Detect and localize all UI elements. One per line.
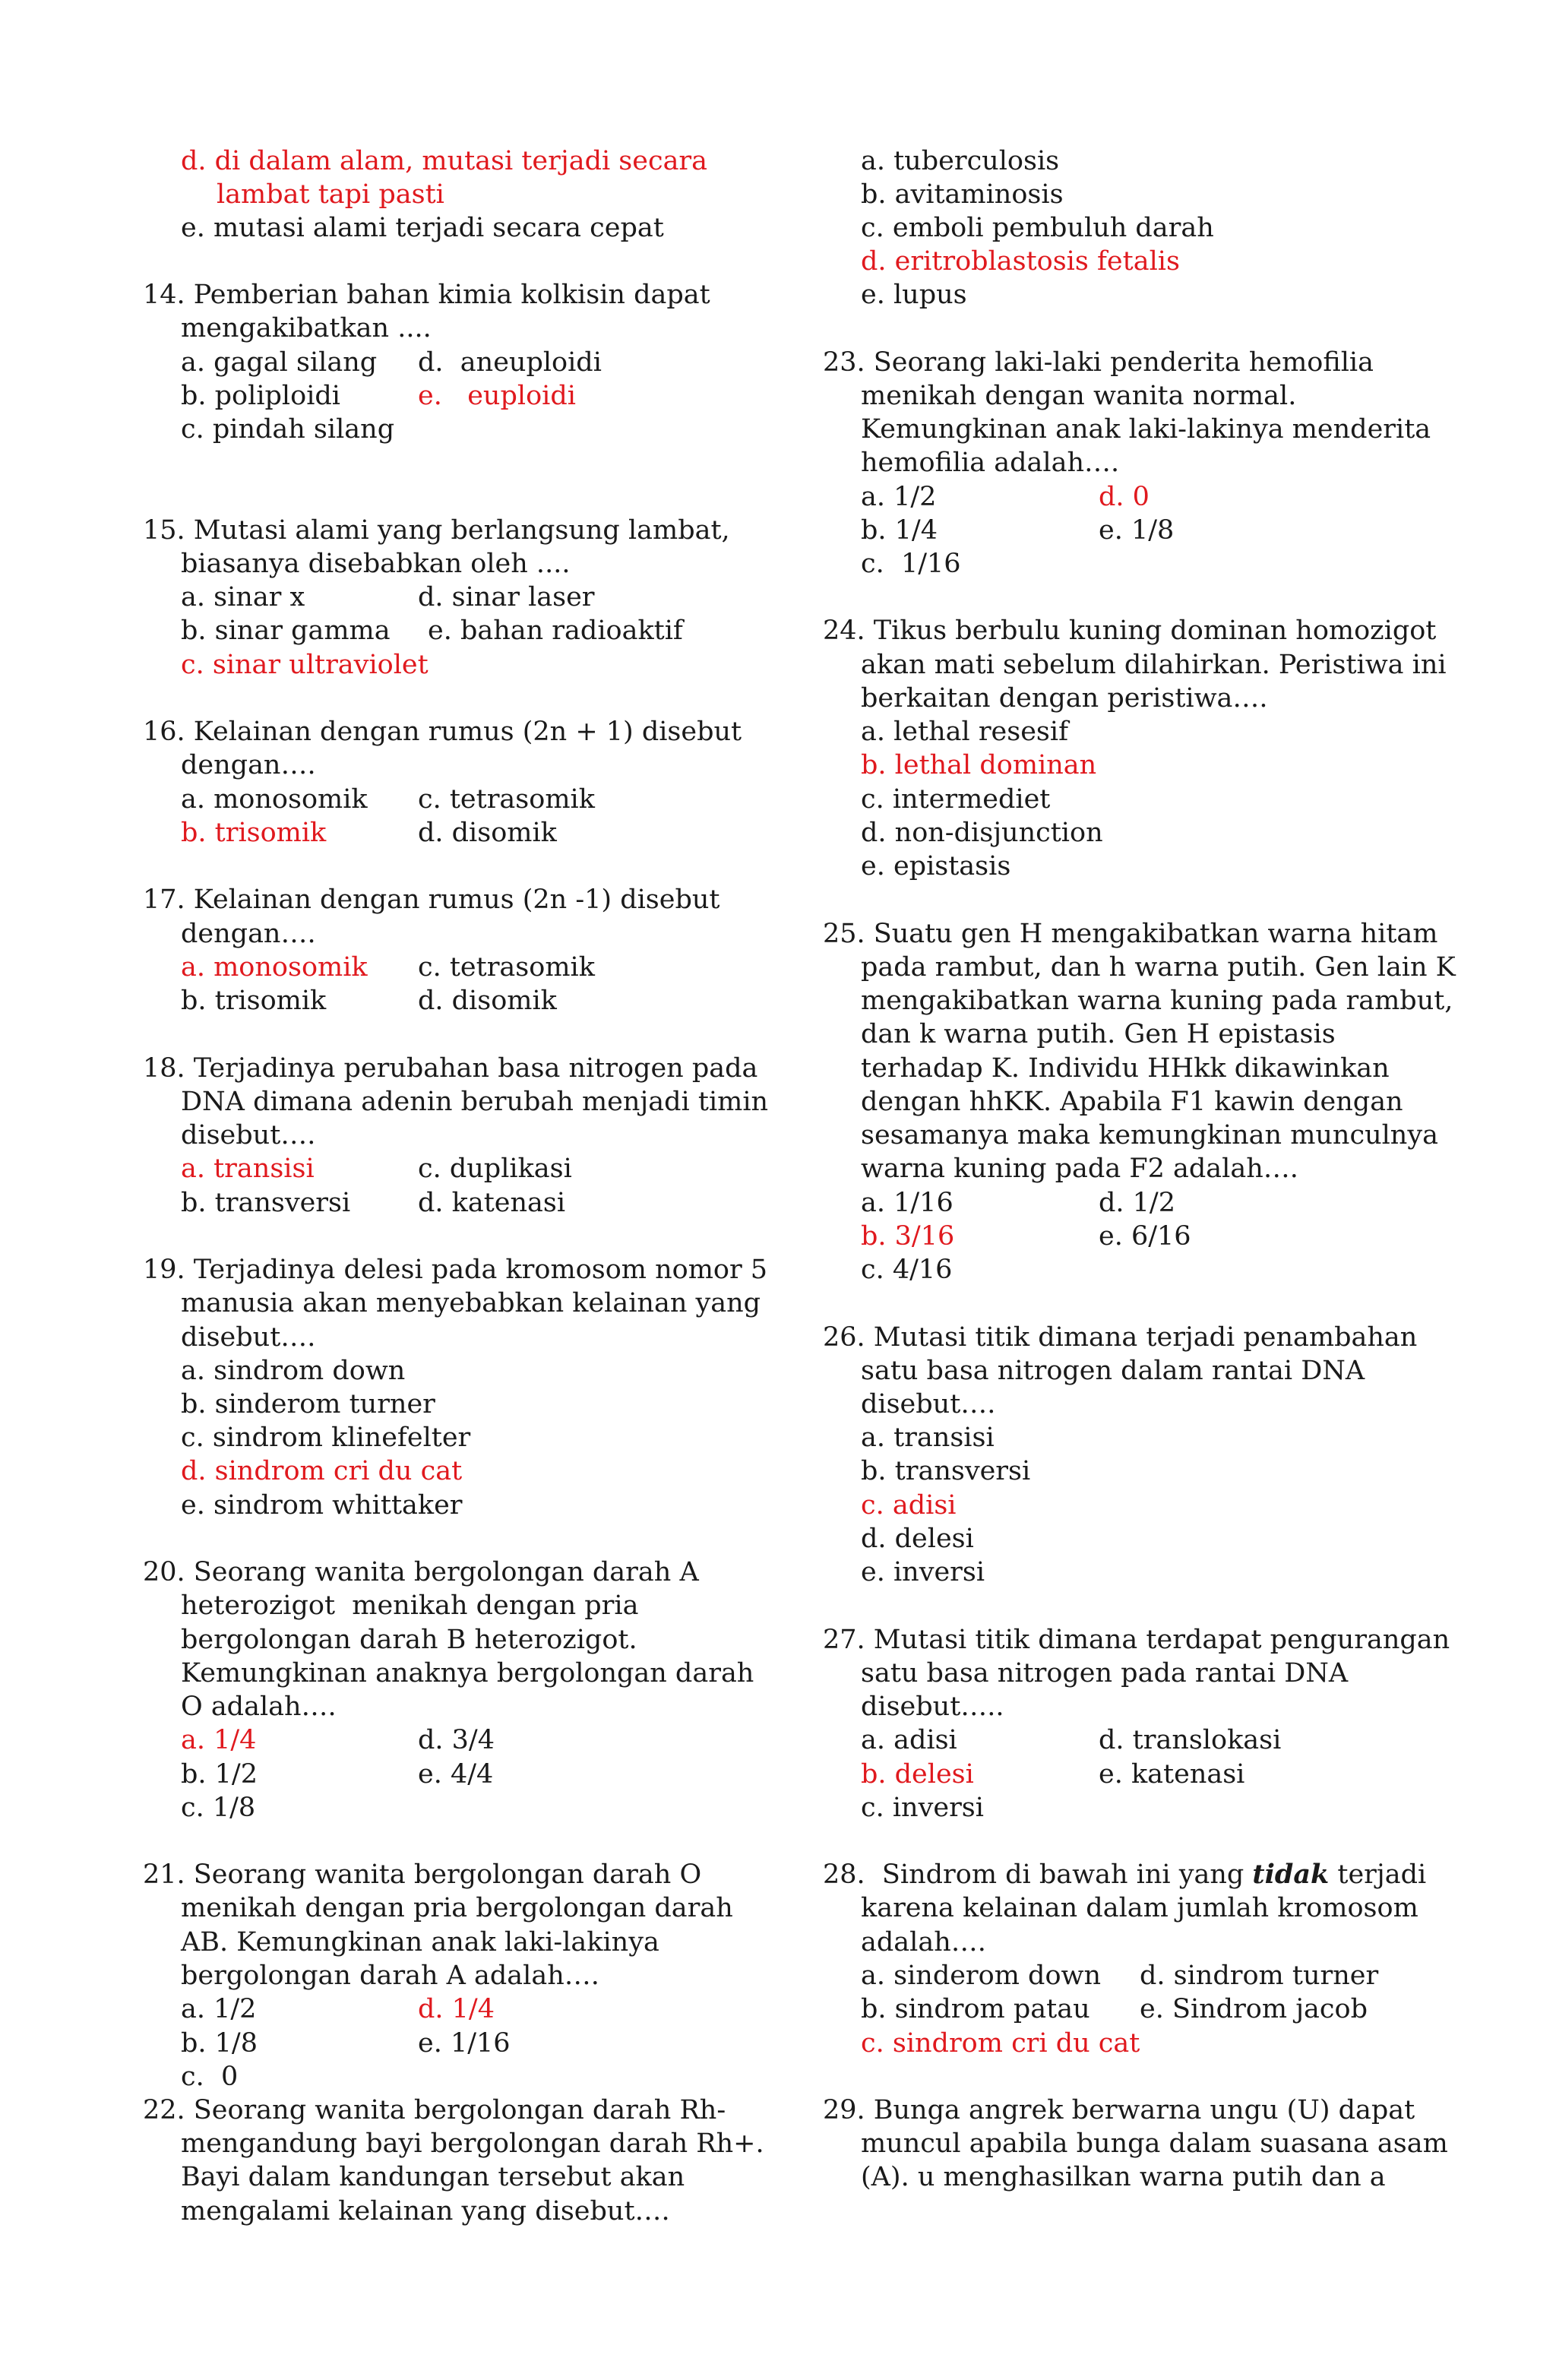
question-text-line: d. disomik (418, 818, 557, 848)
question-text-line: 26. Mutasi titik dimana terjadi penambahan (823, 1322, 1418, 1353)
answer-key-line: a. transisi (181, 1154, 315, 1184)
question-text-line: c. 4/16 (861, 1255, 953, 1285)
question-text-line: c. emboli pembuluh darah (861, 213, 1214, 243)
question-text-line: 21. Seorang wanita bergolongan darah O (143, 1859, 702, 1890)
question-text-line: 14. Pemberian bahan kimia kolkisin dapat (143, 280, 710, 310)
question-text-line: muncul apabila bunga dalam suasana asam (861, 2128, 1448, 2159)
question-text-line: d. katenasi (418, 1188, 566, 1218)
question-text-line: akan mati sebelum dilahirkan. Peristiwa ini (861, 650, 1447, 680)
question-text-line: d. sindrom turner (1140, 1961, 1379, 1991)
question-text-line: e. 1/16 (418, 2028, 511, 2059)
question-text-line: a. gagal silang (181, 347, 378, 378)
question-text-line: dan k warna putih. Gen H epistasis (861, 1019, 1336, 1049)
question-text-line: disebut…. (181, 1322, 316, 1353)
question-text-line: c. duplikasi (418, 1154, 572, 1184)
question-text-line: b. sindrom patau (861, 1994, 1090, 2024)
question-text-line: b. 1/2 (181, 1759, 258, 1790)
question-text-line: 23. Seorang laki-laki penderita hemofilia (823, 347, 1374, 378)
question-text-line: menikah dengan pria bergolongan darah (181, 1893, 733, 1923)
question-text-line: a. tuberculosis (861, 146, 1060, 176)
question-text: 28. Sindrom di bawah ini yang (823, 1859, 1253, 1890)
question-text-line: 18. Terjadinya perubahan basa nitrogen pada (143, 1053, 758, 1084)
question-text-line: b. sinar gamma (181, 616, 391, 646)
question-text-line: e. katenasi (1099, 1759, 1245, 1790)
question-text-line: d. aneuploidi (418, 347, 602, 378)
question-text-line: 19. Terjadinya delesi pada kromosom nomor 5 (143, 1255, 768, 1285)
question-text-line: heterozigot menikah dengan pria (181, 1590, 639, 1621)
question-text-line: e. 4/4 (418, 1759, 494, 1790)
question-text-line: e. bahan radioaktif (428, 616, 683, 646)
question-text-line: e. mutasi alami terjadi secara cepat (181, 213, 664, 243)
question-text-line: mengakibatkan warna kuning pada rambut, (861, 986, 1453, 1016)
question-text-line: dengan…. (181, 919, 316, 949)
question-text-line (823, 1858, 1426, 1891)
question-text-line: c. 1/8 (181, 1793, 256, 1823)
question-text-line: mengandung bayi bergolongan darah Rh+. (181, 2128, 764, 2159)
question-text-line: b. 1/8 (181, 2028, 258, 2059)
answer-key-line: b. trisomik (181, 818, 327, 848)
question-text-line: e. Sindrom jacob (1140, 1994, 1368, 2024)
question-text-line: 25. Suatu gen H mengakibatkan warna hitam (823, 919, 1438, 949)
answer-key-line: d. di dalam alam, mutasi terjadi secara (181, 146, 708, 176)
question-text-line: a. transisi (861, 1423, 995, 1453)
question-text-line: e. 6/16 (1099, 1221, 1191, 1252)
answer-key-line: c. adisi (861, 1490, 957, 1521)
answer-key-line: d. eritroblastosis fetalis (861, 246, 1180, 277)
question-text-line: c. 0 (181, 2062, 239, 2092)
question-text-line: 17. Kelainan dengan rumus (2n -1) disebut (143, 885, 720, 915)
question-text-line: disebut….. (861, 1692, 1004, 1722)
question-text-line: e. inversi (861, 1557, 985, 1587)
question-text-line: manusia akan menyebabkan kelainan yang (181, 1288, 761, 1318)
question-text-line: 16. Kelainan dengan rumus (2n + 1) disebut (143, 717, 742, 747)
question-text-line: dengan hhKK. Apabila F1 kawin dengan (861, 1087, 1403, 1117)
answer-key-line: b. lethal dominan (861, 750, 1097, 780)
question-text-line: 15. Mutasi alami yang berlangsung lambat, (143, 515, 730, 546)
question-text-line: DNA dimana adenin berubah menjadi timin (181, 1087, 769, 1117)
answer-key-line: d. 1/4 (418, 1994, 495, 2024)
question-text-line: c. intermediet (861, 784, 1051, 815)
question-text-line: berkaitan dengan peristiwa…. (861, 683, 1268, 714)
question-text-line: c. pindah silang (181, 414, 395, 445)
question-text-line: e. epistasis (861, 851, 1011, 881)
question-text-line: b. sinderom turner (181, 1389, 435, 1419)
question-text-line: pada rambut, dan h warna putih. Gen lain K (861, 952, 1456, 983)
question-text-line: O adalah…. (181, 1692, 337, 1722)
question-text-line: b. transversi (181, 1188, 351, 1218)
question-text-line: d. 3/4 (418, 1725, 495, 1755)
question-text-line: b. transversi (861, 1456, 1031, 1486)
question-text-line: b. 1/4 (861, 515, 938, 546)
question-text-line: d. disomik (418, 986, 557, 1016)
question-text-line: c. inversi (861, 1793, 984, 1823)
question-text-line: d. non-disjunction (861, 818, 1103, 848)
question-text-line: dengan…. (181, 750, 316, 780)
question-text-line: d. sinar laser (418, 582, 595, 612)
question-text-line: menikah dengan wanita normal. (861, 381, 1297, 411)
answer-key-line: c. sinar ultraviolet (181, 650, 429, 680)
question-text-line: bergolongan darah A adalah…. (181, 1961, 599, 1991)
question-text-line: satu basa nitrogen dalam rantai DNA (861, 1356, 1365, 1386)
question-text-line: (A). u menghasilkan warna putih dan a (861, 2162, 1386, 2192)
answer-key-line: e. euploidi (418, 381, 576, 411)
question-text-line: b. poliploidi (181, 381, 340, 411)
question-text-line: mengalami kelainan yang disebut…. (181, 2196, 670, 2227)
answer-key-line: lambat tapi pasti (217, 179, 444, 210)
question-text-line: d. 1/2 (1099, 1188, 1175, 1218)
question-text-line: d. delesi (861, 1524, 974, 1554)
answer-key-line: a. 1/4 (181, 1725, 257, 1755)
question-text-line: karena kelainan dalam jumlah kromosom (861, 1893, 1418, 1923)
question-text-line: 20. Seorang wanita bergolongan darah A (143, 1557, 699, 1587)
question-text-line: disebut…. (861, 1389, 996, 1419)
question-text-line: bergolongan darah B heterozigot. (181, 1625, 637, 1655)
question-text-line: a. 1/2 (861, 482, 937, 512)
question-text-line: a. sinderom down (861, 1961, 1102, 1991)
question-text-line: e. 1/8 (1099, 515, 1175, 546)
question-text-line: c. sindrom klinefelter (181, 1423, 471, 1453)
question-text-line: 29. Bunga angrek berwarna ungu (U) dapat (823, 2095, 1415, 2125)
question-text-line: adalah…. (861, 1927, 986, 1957)
question-text-line: 24. Tikus berbulu kuning dominan homozigot (823, 616, 1437, 646)
question-text-line: Bayi dalam kandungan tersebut akan (181, 2162, 685, 2192)
question-text-line: b. trisomik (181, 986, 327, 1016)
question-text-line: satu basa nitrogen pada rantai DNA (861, 1658, 1349, 1688)
question-text-line: 22. Seorang wanita bergolongan darah Rh- (143, 2095, 726, 2125)
question-text: terjadi (1329, 1859, 1427, 1890)
question-text-line: AB. Kemungkinan anak laki-lakinya (181, 1927, 659, 1957)
question-text-line: e. sindrom whittaker (181, 1490, 463, 1521)
question-text-line: a. 1/2 (181, 1994, 257, 2024)
question-text-line: a. 1/16 (861, 1188, 954, 1218)
question-text-line: c. tetrasomik (418, 784, 595, 815)
question-text-line: terhadap K. Individu HHkk dikawinkan (861, 1053, 1390, 1084)
question-text-line: a. sinar x (181, 582, 305, 612)
answer-key-line: b. 3/16 (861, 1221, 955, 1252)
question-text-line: Kemungkinan anaknya bergolongan darah (181, 1658, 754, 1688)
question-text-line: c. 1/16 (861, 549, 961, 579)
answer-key-line: d. 0 (1099, 482, 1150, 512)
question-text-line: b. avitaminosis (861, 179, 1064, 210)
question-text-line: 27. Mutasi titik dimana terdapat pengurangan (823, 1625, 1450, 1655)
question-text-line: e. lupus (861, 280, 967, 310)
question-text-line: d. translokasi (1099, 1725, 1282, 1755)
question-text-line: a. monosomik (181, 784, 368, 815)
answer-key-line: c. sindrom cri du cat (861, 2028, 1140, 2059)
emphasis-text: tidak (1252, 1859, 1330, 1890)
question-text-line: Kemungkinan anak laki-lakinya menderita (861, 414, 1431, 445)
answer-key-line: a. monosomik (181, 952, 368, 983)
question-text-line: mengakibatkan .... (181, 313, 432, 343)
question-text-line: disebut…. (181, 1120, 316, 1150)
question-text-line: a. lethal resesif (861, 717, 1069, 747)
question-text-line: sesamanya maka kemungkinan munculnya (861, 1120, 1438, 1150)
question-text-line: c. tetrasomik (418, 952, 595, 983)
question-text-line: a. adisi (861, 1725, 957, 1755)
answer-key-line: b. delesi (861, 1759, 974, 1790)
question-text-line: a. sindrom down (181, 1356, 406, 1386)
answer-key-line: d. sindrom cri du cat (181, 1456, 463, 1486)
question-text-line: biasanya disebabkan oleh .... (181, 549, 571, 579)
question-text-line: hemofilia adalah…. (861, 448, 1120, 478)
question-text-line: warna kuning pada F2 adalah…. (861, 1154, 1298, 1184)
